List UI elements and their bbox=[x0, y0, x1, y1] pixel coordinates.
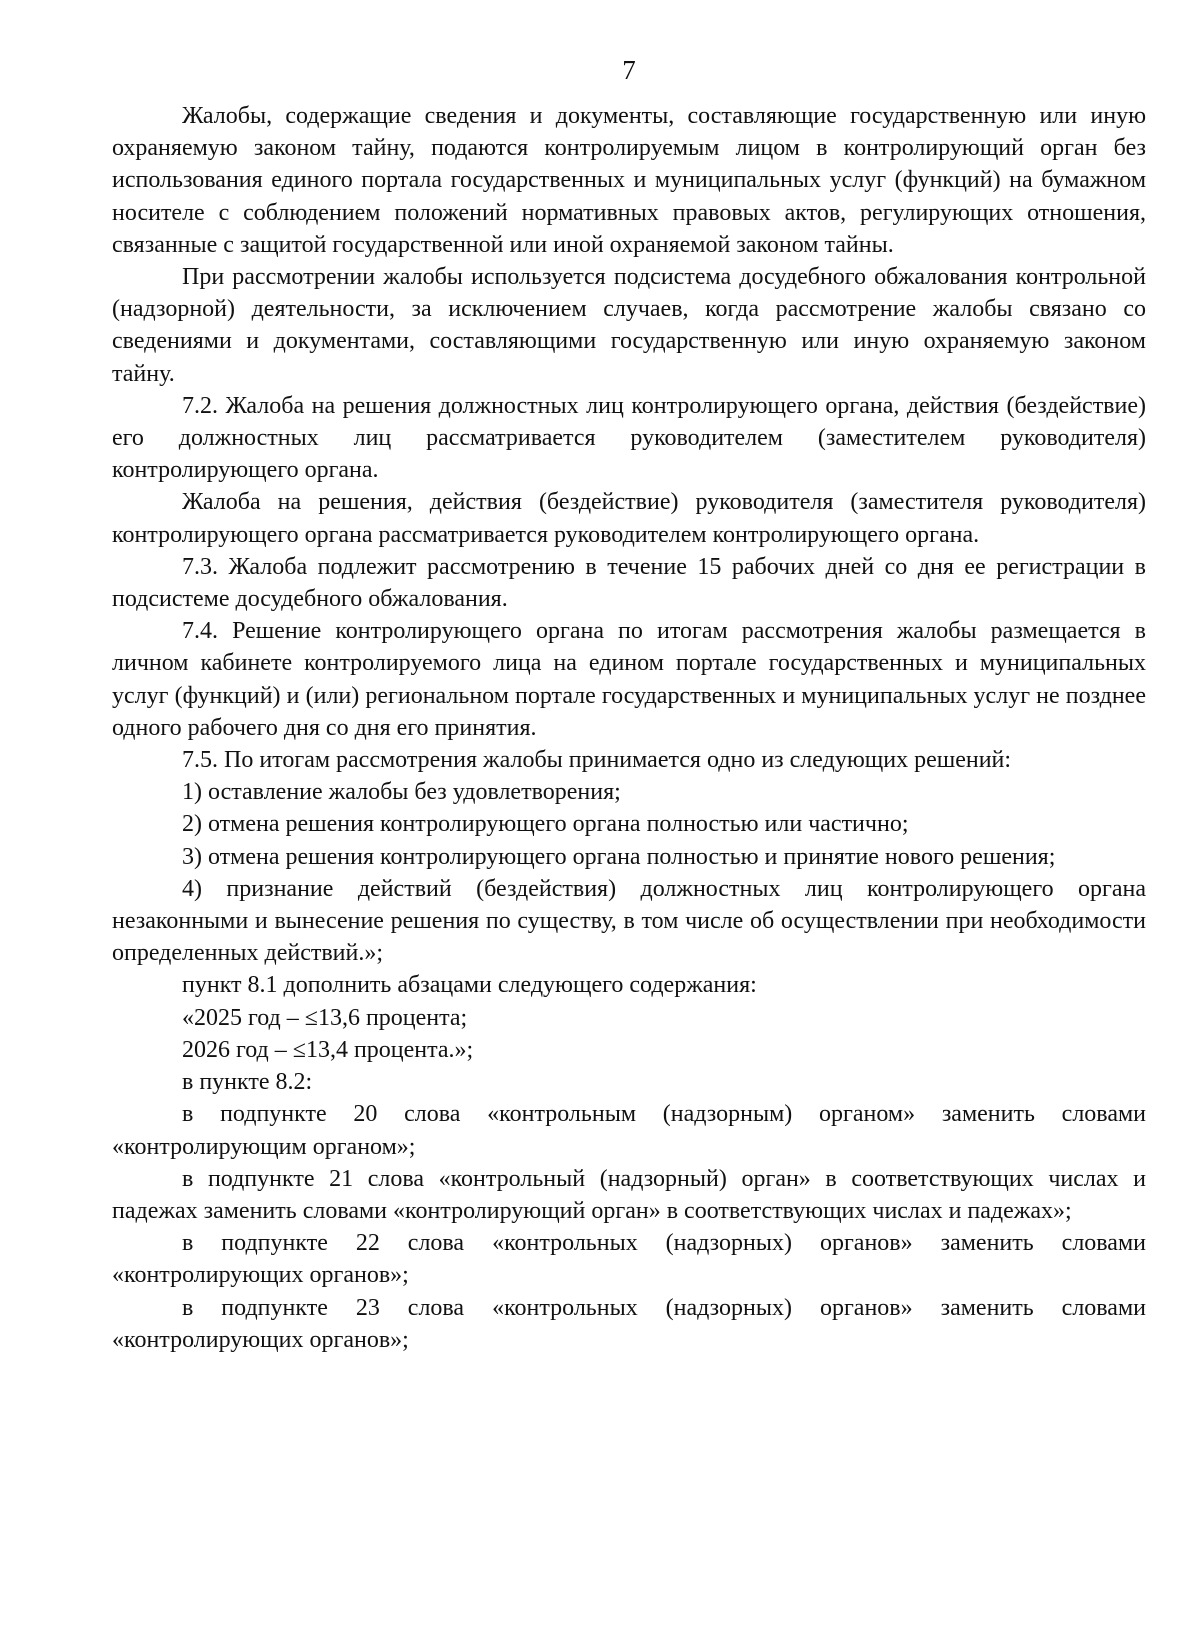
paragraph: в пункте 8.2: bbox=[182, 1069, 313, 1096]
paragraph: Жалоба на решения, действия (бездействие) руководителя (заместителя руководителя) контролирующего органа рассматривается руководителем контролирующего органа. bbox=[112, 489, 1146, 548]
paragraph: в подпункте 21 слова «контрольный (надзорный) орган» в соответствующих числах и падежах заменить словами «контролирующий орган» в соответствующих числах и падежах»; bbox=[112, 1165, 1146, 1224]
paragraph: пункт 8.1 дополнить абзацами следующего содержания: bbox=[182, 972, 757, 999]
paragraph: Жалобы, содержащие сведения и документы, составляющие государственную или иную охраняемую законом тайну, подаются контролируемым лицом в контролирующий орган без использования единого портала государственных и муниципальных услуг (функций) на бумажном носителе с соблюдением положений нормативных правовых актов, регулирующих отношения, связанные с защитой государственной или иной охраняемой законом тайны. bbox=[112, 103, 1146, 258]
paragraph: в подпункте 20 слова «контрольным (надзорным) органом» заменить словами «контролирующим органом»; bbox=[112, 1101, 1146, 1160]
paragraph: «2025 год – ≤13,6 процента; bbox=[182, 1004, 468, 1031]
page-number: 7 bbox=[622, 55, 636, 85]
paragraph: 2026 год – ≤13,4 процента.»; bbox=[182, 1036, 474, 1063]
list-item: 4) признание действий (бездействия) должностных лиц контролирующего органа незаконными и вынесение решения по существу, в том числе об осуществлении при необходимости определенных действий.»; bbox=[112, 875, 1146, 967]
list-item: 2) отмена решения контролирующего органа полностью или частично; bbox=[182, 811, 909, 838]
document-body bbox=[112, 100, 1146, 1356]
document-page bbox=[112, 50, 1146, 1356]
paragraph: При рассмотрении жалобы используется подсистема досудебного обжалования контрольной (надзорной) деятельности, за исключением случаев, когда рассмотрение жалобы связано со сведениями и документами, составляющими государственную или иную охраняемую законом тайну. bbox=[112, 264, 1146, 387]
paragraph: 7.4. Решение контролирующего органа по итогам рассмотрения жалобы размещается в личном кабинете контролируемого лица на едином портале государственных и муниципальных услуг (функций) и (или) региональном портале государственных и муниципальных услуг не позднее одного рабочего дня со дня его принятия. bbox=[112, 618, 1146, 741]
list-item: 1) оставление жалобы без удовлетворения; bbox=[182, 779, 621, 806]
paragraph: в подпункте 23 слова «контрольных (надзорных) органов» заменить словами «контролирующих органов»; bbox=[112, 1294, 1146, 1353]
paragraph: 7.5. По итогам рассмотрения жалобы принимается одно из следующих решений: bbox=[182, 747, 1012, 774]
paragraph: в подпункте 22 слова «контрольных (надзорных) органов» заменить словами «контролирующих органов»; bbox=[112, 1230, 1146, 1289]
paragraph: 7.3. Жалоба подлежит рассмотрению в течение 15 рабочих дней со дня ее регистрации в подсистеме досудебного обжалования. bbox=[112, 553, 1146, 613]
paragraph: 7.2. Жалоба на решения должностных лиц контролирующего органа, действия (бездействие) его должностных лиц рассматривается руководителем (заместителем руководителя) контролирующего органа. bbox=[112, 392, 1146, 484]
list-item: 3) отмена решения контролирующего органа полностью и принятие нового решения; bbox=[182, 843, 1056, 870]
